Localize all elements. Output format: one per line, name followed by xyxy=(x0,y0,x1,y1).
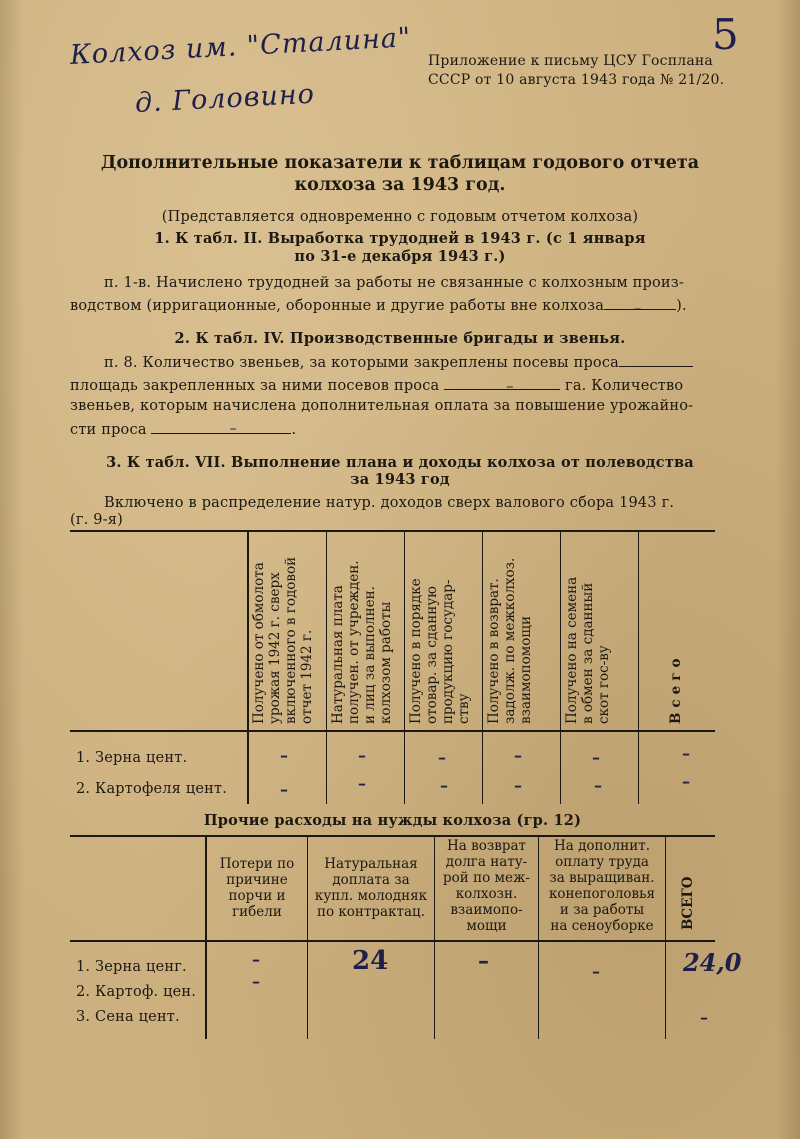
section1-heading-1: 1. К табл. II. Выработка трудодней в 1943 г. (с 1 января xyxy=(154,230,646,247)
section2-heading: 2. К табл. IV. Производственные бригады и звенья. xyxy=(174,330,626,347)
handwritten-village-name: д. Головино xyxy=(134,78,316,119)
section1-heading-2: по 31-е декабря 1943 г.) xyxy=(294,248,506,265)
expenses-col-1: Потери по причине порчи и гибели xyxy=(219,856,295,920)
handwritten-kolkhoz-name: Колхоз им. "Сталина" xyxy=(69,22,413,71)
section3-heading-2: за 1943 год xyxy=(350,471,450,488)
dash-mark: – xyxy=(358,774,366,793)
dash-mark: – xyxy=(682,772,690,791)
income-col-6: Всего xyxy=(668,653,684,724)
section1-text-2-end: ). xyxy=(676,298,687,314)
section3-intro-1: Включено в распределение натур. доходов сверх валового сбора 1943 г. xyxy=(104,495,675,511)
income-row-grain: 1. Зерна цент. xyxy=(76,750,188,766)
grain-total-value: 24,0 xyxy=(683,948,742,977)
appendix-note: Приложение к письму ЦСУ Госплана СССР от 10 августа 1943 года № 21/20. xyxy=(428,53,725,88)
section3-intro-2: (г. 9-я) xyxy=(70,512,124,528)
dash-mark: – xyxy=(592,962,600,981)
title-line-1: Дополнительные показатели к таблицам годового отчета xyxy=(100,153,700,173)
income-col-4: Получено в возврат. задолж. по межколхоз. взаимопомощи xyxy=(486,557,534,724)
dash-mark: – xyxy=(594,776,602,795)
section2-text-1-row xyxy=(104,355,693,371)
dash-mark: – xyxy=(280,746,288,765)
dash-mark: – xyxy=(682,744,690,763)
expenses-col-4: На дополнит. оплату труда за выращиван. конепоголовья и за работы на сеноуборке xyxy=(548,838,656,934)
dash-mark: – xyxy=(440,776,448,795)
expenses-heading: Прочие расходы на нужды колхоза (гр. 12) xyxy=(203,812,582,829)
section2-text-4-row xyxy=(70,422,296,438)
section1-text-2-row xyxy=(70,298,687,317)
handwritten-page-number: 5 xyxy=(712,10,739,59)
dash-mark: – xyxy=(438,748,446,767)
section1-text-2: водством (ирригационные, оборонные и другие работы вне колхоза xyxy=(70,298,605,314)
income-col-3: Получено в порядке отовар. за сданную продукцию государ- ству xyxy=(408,578,472,724)
expenses-row-potato: 2. Картоф. цен. xyxy=(76,984,197,1000)
subtitle: (Представляется одновременно с годовым отчетом колхоза) xyxy=(161,209,639,225)
section2-text-3: звеньев, которым начислена дополнительная оплата за повышение урожайно- xyxy=(70,398,694,414)
expenses-row-grain: 1. Зерна ценг. xyxy=(76,959,187,975)
section1-text-1: п. 1-в. Начислено трудодней за работы не связанные с колхозным произ- xyxy=(104,275,684,291)
expenses-row-hay: 3. Сена цент. xyxy=(76,1009,180,1025)
document-title xyxy=(60,152,740,196)
expenses-col-2: Натуральная доплата за купл. молодняк по контрактац. xyxy=(314,856,428,920)
dash-mark: – xyxy=(478,948,489,974)
non-kolkhoz-workdays-blank: – xyxy=(604,309,676,310)
income-row-potato: 2. Картофеля цент. xyxy=(76,781,228,797)
dash-mark: – xyxy=(592,748,600,767)
expenses-col-5: ВСЕГО xyxy=(680,876,696,930)
dash-mark: – xyxy=(514,776,522,795)
dash-mark: – xyxy=(514,746,522,765)
income-col-5: Получено на семена в обмен за сданный скот гос-ву xyxy=(564,576,612,724)
section2-text-2-row xyxy=(70,378,683,394)
extra-pay-links-blank: – xyxy=(151,433,291,434)
dash-mark: – xyxy=(252,950,260,969)
section2-text-4: сти проса xyxy=(70,422,147,438)
dash-mark: – xyxy=(280,780,288,799)
dash-mark: – xyxy=(358,746,366,765)
millet-area-blank: – xyxy=(444,389,560,390)
millet-links-blank xyxy=(619,366,693,367)
grain-young-stock-value: 24 xyxy=(352,946,389,976)
section2-text-2a: площадь закрепленных за ними посевов проса xyxy=(70,378,440,394)
dash-mark: – xyxy=(252,972,260,991)
income-col-1: Получено от обмолота урожая 1942 г. сверх включенного в годовой отчет 1942 г. xyxy=(251,556,315,724)
section2-text-1: п. 8. Количество звеньев, за которыми закреплены посевы проса xyxy=(104,355,620,371)
title-line-2: колхоза за 1943 год. xyxy=(294,175,506,195)
expenses-col-3: На возврат долга нату- рой по меж- колхозн. взаимопо- мощи xyxy=(443,838,530,934)
section3-heading-1: 3. К табл. VII. Выполнение плана и доходы колхоза от полеводства xyxy=(106,454,694,471)
dash-mark: – xyxy=(700,1008,708,1027)
section2-text-4-end: . xyxy=(291,422,297,438)
section2-text-2b: га. Количество xyxy=(565,378,684,394)
income-col-2: Натуральная плата получен. от учрежден. и лиц за выполнен. колхозом работы xyxy=(330,560,394,724)
